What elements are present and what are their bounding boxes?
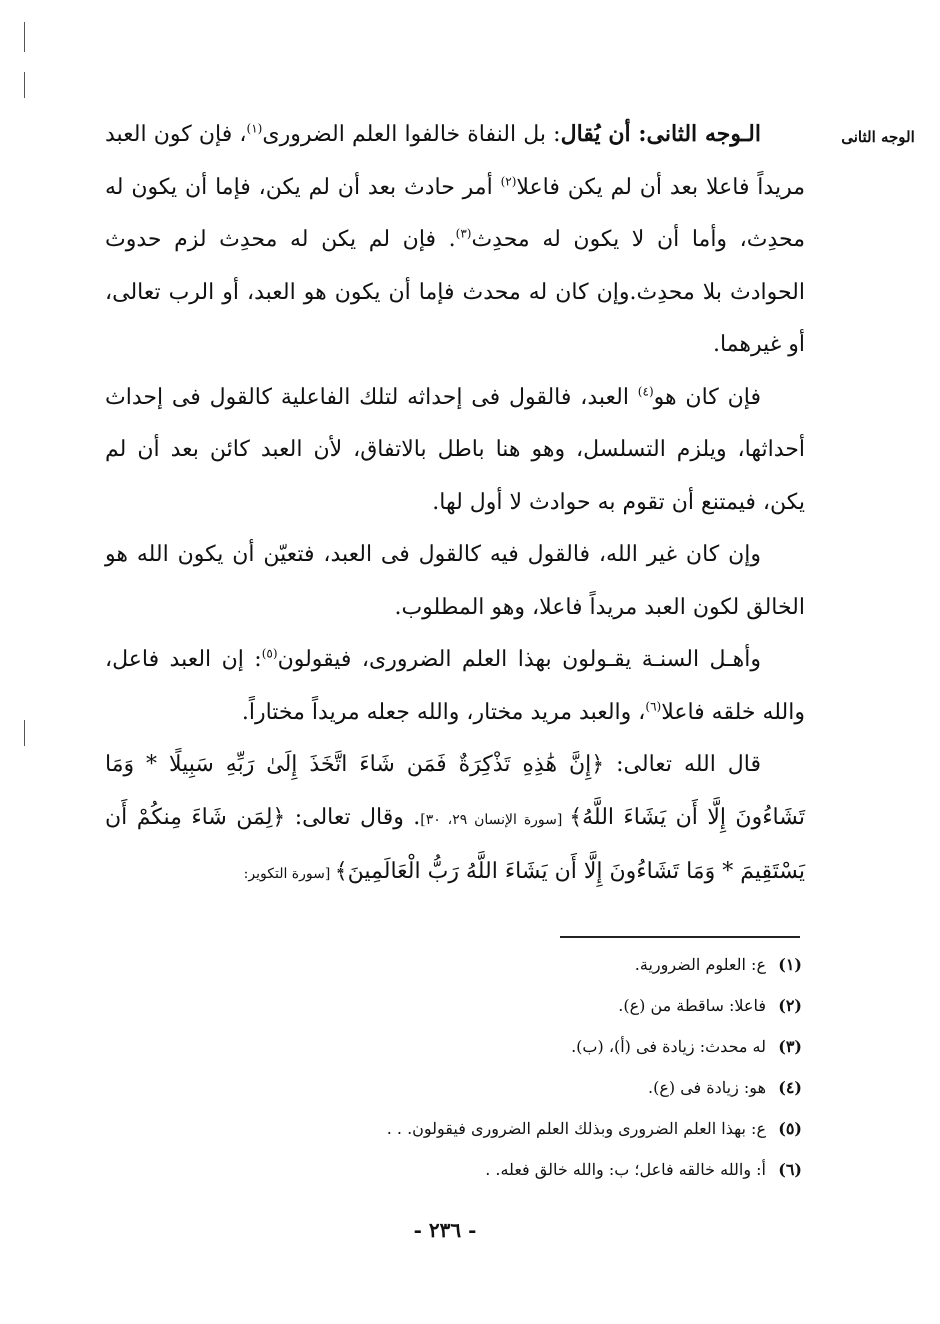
- paragraph: [105, 739, 805, 901]
- text-run: ، والعبد مريد مختار، والله جعله مريداً مختاراً.: [241, 699, 646, 725]
- footnote-item: [240, 985, 802, 1026]
- quran-verse: ﴿إِنَّ هَٰذِهِ تَذْكِرَةٌ فَمَن شَاءَ اتَّخَذَ إِلَىٰ رَبِّهِ سَبِيلًا * وَمَا تَشَاءُونَ إِلَّا أَن يَشَاءَ اللَّهُ﴾: [105, 752, 805, 830]
- footnote-ref: (٦): [645, 699, 662, 714]
- footnote-text: ع: العلوم الضرورية.: [634, 955, 766, 974]
- page-number: - ٢٣٦ -: [413, 1218, 477, 1242]
- footnote-number: (١): [778, 955, 802, 974]
- text-run: . وقال تعالى:: [285, 804, 421, 830]
- verse-reference: [سورة الإنسان ٢٩، ٣٠]: [420, 811, 570, 828]
- quran-verse: ﴿لِمَن شَاءَ مِنكُمْ أَن يَسْتَقِيمَ * وَمَا تَشَاءُونَ إِلَّا أَن يَشَاءَ اللَّهُ رَبُّ الْعَالَمِينَ﴾: [105, 804, 805, 884]
- paragraph: [105, 529, 805, 634]
- footnote-text: أ: والله خالقه فاعل؛ ب: والله خالق فعله. .: [485, 1160, 766, 1179]
- text-run: وإن كان غير الله، فالقول فيه كالقول فى العبد، فتعيّن أن يكون الله هو الخالق لكون العبد مريداً فاعلا، وهو المطلوب.: [105, 542, 805, 620]
- footnote-number: (٥): [778, 1119, 802, 1138]
- text-run: وأهـل السنـة يقـولون بهذا العلم الضرورى، فيقولون: [277, 647, 762, 672]
- footnote-text: له محدث: زيادة فى (أ)، (ب).: [571, 1037, 766, 1056]
- footnote-number: (٦): [778, 1160, 802, 1179]
- footnote-text: هو: زيادة فى (ع).: [647, 1078, 766, 1097]
- footnote-number: (٢): [778, 996, 802, 1015]
- footnote-ref: (٥): [261, 646, 278, 661]
- footnote-ref: (٣): [455, 226, 472, 241]
- text-run: . فإن لم يكن له محدِث لزم حدوث الحوادث بلا محدِث.وإن كان له محدث فإما أن يكون هو العبد، أو الرب تعالى، أو غيرهما.: [105, 227, 805, 357]
- side-note: الوجه الثانى: [841, 128, 915, 146]
- text-run: العبد، فالقول فى إحداثه لتلك الفاعلية كالقول فى إحداث أحداثها، ويلزم التسلسل، وهو هنا باطل بالاتفاق، لأن العبد كائن بعد أن لم يكن، فيمتنع أن تقوم به حوادث لا أول لها.: [105, 384, 805, 515]
- footnote-item: [240, 944, 802, 985]
- footnote-number: (٤): [778, 1078, 802, 1097]
- paragraph: [105, 108, 805, 372]
- margin-mark: [24, 72, 25, 98]
- text-run: أمر حادث بعد أن لم يكن، فإما أن يكون له محدِث، وأما أن لا يكون له محدِث: [105, 174, 805, 252]
- footnote-separator: [560, 936, 800, 938]
- footnote-ref: (٤): [637, 384, 654, 399]
- footnotes: [240, 944, 802, 1190]
- footnote-ref: (١): [246, 121, 263, 136]
- footnote-text: ع: بهذا العلم الضرورى وبذلك العلم الضرورى فيقولون. . .: [386, 1119, 766, 1138]
- footnote-text: فاعلا: ساقطة من (ع).: [618, 996, 766, 1015]
- margin-mark: [24, 720, 25, 746]
- footnote-item: [240, 1108, 802, 1149]
- margin-mark: [24, 22, 25, 52]
- footnote-item: [240, 1026, 802, 1067]
- footnote-item: [240, 1149, 802, 1190]
- footnote-item: [240, 1067, 802, 1108]
- footnote-ref: (٢): [500, 174, 517, 189]
- text-run: : بل النفاة خالفوا العلم الضرورى: [262, 122, 561, 147]
- verse-reference: [سورة التكوير:: [243, 866, 335, 882]
- paragraph: [105, 634, 805, 739]
- text-run: فإن كان هو: [653, 384, 761, 410]
- paragraph-lead: الـوجه الثانى: أن يُقال: [560, 121, 761, 147]
- paragraph: [105, 372, 805, 530]
- main-text: [105, 108, 805, 901]
- text-run: قال الله تعالى:: [604, 752, 762, 777]
- text-run: : إن العبد فاعل، والله خلقه فاعلا: [105, 647, 805, 725]
- text-run: ، فإن كون العبد مريداً فاعلا بعد أن لم يكن فاعلا: [105, 122, 806, 200]
- footnote-number: (٣): [778, 1037, 802, 1056]
